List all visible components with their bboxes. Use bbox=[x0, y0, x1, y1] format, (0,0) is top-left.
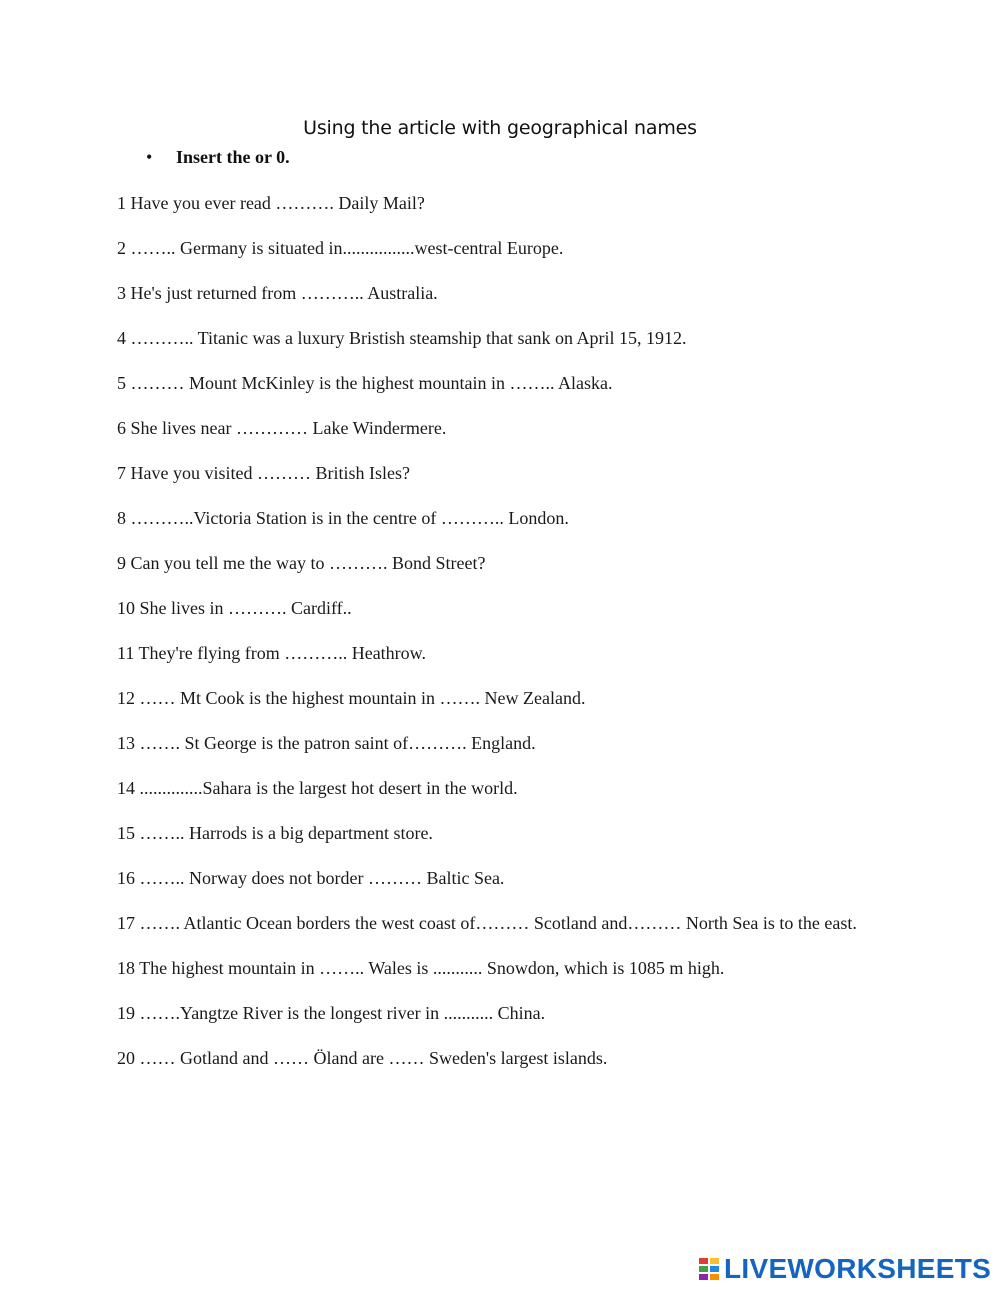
exercise-item: 17 ……. Atlantic Ocean borders the west coast of……… Scotland and……… North Sea is to the east. bbox=[117, 913, 857, 933]
exercise-item: 9 Can you tell me the way to ………. Bond Street? bbox=[117, 553, 486, 573]
exercise-item: 14 ..............Sahara is the largest hot desert in the world. bbox=[117, 778, 518, 798]
logo-tile bbox=[698, 1273, 709, 1281]
logo-tile bbox=[698, 1265, 709, 1273]
liveworksheets-logo-icon bbox=[698, 1257, 720, 1281]
exercise-item: 18 The highest mountain in …….. Wales is ........... Snowdon, which is 1085 m high. bbox=[117, 958, 725, 978]
exercise-item: 1 Have you ever read ………. Daily Mail? bbox=[117, 193, 425, 213]
exercise-item: 19 …….Yangtze River is the longest river in ........... China. bbox=[117, 1003, 546, 1023]
bullet-icon: • bbox=[146, 147, 153, 167]
exercise-item: 4 ……….. Titanic was a luxury Bristish steamship that sank on April 15, 1912. bbox=[117, 328, 687, 348]
exercise-item: 5 ……… Mount McKinley is the highest mountain in …….. Alaska. bbox=[117, 373, 613, 393]
exercise-item: 15 …….. Harrods is a big department store. bbox=[117, 823, 433, 843]
exercise-item: 7 Have you visited ……… British Isles? bbox=[117, 463, 410, 483]
liveworksheets-logo bbox=[698, 1254, 991, 1284]
logo-tile bbox=[709, 1265, 720, 1273]
exercise-item: 2 …….. Germany is situated in................west-central Europe. bbox=[117, 238, 564, 258]
exercise-item: 12 …… Mt Cook is the highest mountain in ……. New Zealand. bbox=[117, 688, 586, 708]
exercise-item: 3 He's just returned from ……….. Australia. bbox=[117, 283, 438, 303]
exercise-item: 8 ………..Victoria Station is in the centre of ……….. London. bbox=[117, 508, 569, 528]
exercise-item: 13 ……. St George is the patron saint of………. England. bbox=[117, 733, 536, 753]
exercise-item: 11 They're flying from ……….. Heathrow. bbox=[117, 643, 427, 663]
logo-tile bbox=[709, 1257, 720, 1265]
instruction bbox=[146, 147, 290, 168]
exercise-item: 16 …….. Norway does not border ……… Baltic Sea. bbox=[117, 868, 505, 888]
exercise-item: 6 She lives near ………… Lake Windermere. bbox=[117, 418, 447, 438]
exercise-item: 10 She lives in ………. Cardiff.. bbox=[117, 598, 352, 618]
logo-tile bbox=[709, 1273, 720, 1281]
logo-text: LIVEWORKSHEETS bbox=[724, 1253, 992, 1284]
instruction-text: Insert the or 0. bbox=[176, 147, 290, 167]
logo-tile bbox=[698, 1257, 709, 1265]
exercise-item: 20 …… Gotland and …… Öland are …… Sweden's largest islands. bbox=[117, 1048, 608, 1068]
exercise-list bbox=[117, 192, 867, 1092]
page-title: Using the article with geographical names bbox=[303, 117, 697, 139]
